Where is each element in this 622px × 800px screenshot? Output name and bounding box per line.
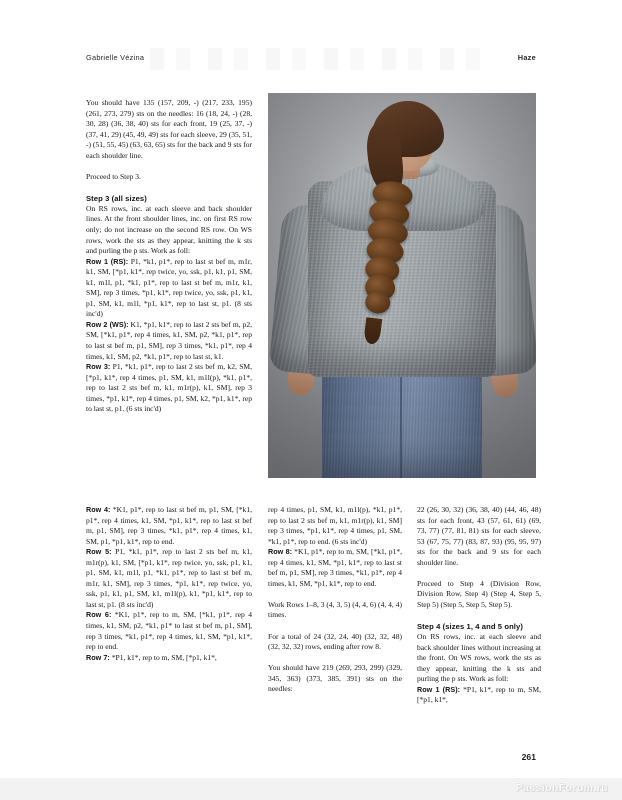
paragraph-spacer <box>268 589 402 600</box>
page-number: 261 <box>521 752 536 762</box>
row-label: Row 3: <box>86 362 111 372</box>
paragraph-spacer <box>268 653 402 664</box>
row-label: Row 8: <box>268 547 293 557</box>
heading-step-3: Step 3 (all sizes) <box>86 193 147 203</box>
paragraph-proceed-step4: Proceed to Step 4 (Division Row, Division Row, Step 4) (Step 4, Step 5, Step 5) (Step 5, Step 5, Step 5). <box>417 578 541 609</box>
paragraph-total-rows: For a total of 24 (32, 24, 40) (32, 32, 48) (32, 32, 32) rows, ending after row 8. <box>268 631 402 652</box>
row-text: K1, *p1, k1*, rep to last 2 sts bef m, p2, SM, [*k1, p1*, rep 4 times, k1, SM, p2, *k1, p1*, rep to last st bef m, p1, SM], rep 3 times, *k1, p1*, rep 4 times, k1, SM, p2, *k1, p1*, rep to last st, k1. <box>86 319 252 361</box>
site-watermark: PassionForum.ru <box>515 782 608 794</box>
row-text: *K1, p1*, rep to m, SM, [*k1, p1*, rep 4 times, k1, SM, *p1, k1*, rep to last st bef m, p1, SM], rep 3 times, *k1, p1*, rep 4 times, k1, SM, *p1, k1*, rep to end. <box>268 547 402 588</box>
row-label: Row 4: <box>86 505 111 514</box>
paragraph-proceed-step3: Proceed to Step 3. <box>86 171 141 181</box>
running-head-author: Gabrielle Vézina <box>86 53 145 62</box>
pattern-photo <box>268 93 536 478</box>
paragraph-spacer <box>268 621 402 632</box>
photo-vignette <box>268 93 536 478</box>
instruction-row-4 <box>86 505 252 547</box>
paragraph-step4-intro: On RS rows, inc. at each sleeve and back shoulder lines without increasing at the front. On WS rows, work the sts as they appear, knitting the k sts and purling the p sts. Work as foll: <box>417 632 541 684</box>
row-text: *K1, p1*, rep to m, SM, [*k1, p1*, rep 4 times, k1, SM, p2, *k1, p1* to last st bef m, p1, SM], rep 3 times, *k1, p1*, rep 4 times, k1, SM, *p1, k1*, rep to end. <box>86 610 252 652</box>
instruction-row-8 <box>268 547 402 589</box>
instruction-row-1 <box>86 257 252 320</box>
instruction-row-6 <box>86 610 252 652</box>
paragraph-stitch-count-breakdown: 22 (26, 30, 32) (36, 38, 40) (44, 46, 48) sts for each front, 43 (57, 61, 61) (69, 73, 77) (77, 81, 81) sts for each sleeve, 53 (67, 75, 77) (83, 87, 93) (95, 95, 97) sts for the back and 9 sts for each shoulder line. <box>417 505 541 567</box>
row-label: Row 1 (RS): <box>417 684 461 694</box>
paragraph-stitch-count-step3: You should have 219 (269, 293, 299) (329, 345, 363) (373, 385, 391) sts on the needles: <box>268 663 402 694</box>
photo-canvas <box>268 93 536 478</box>
instruction-step4-row-1 <box>417 685 541 706</box>
row-text: *P1, k1*, rep to m, SM, [*p1, k1*, <box>417 684 541 705</box>
text-column-right <box>417 505 541 706</box>
row-text: P1, *k1, p1*, rep to last 2 sts bef m, k2, SM, [*p1, k1*, rep 4 times, p1, SM, k1, m1l(p), *k1, p1*, rep to last 2 sts bef m, k1, m1r(p), k1, SM], rep 3 times, *p1, k1*, rep 4 times, p1, SM, k2, *p1, k1*, rep to last st, p1. (6 sts inc'd) <box>86 362 252 414</box>
row-label: Row 5: <box>86 547 112 557</box>
row-text: P1, *k1, p1*, rep to last st bef m, m1r, k1, SM, [*p1, k1*, rep twice, yo, ssk, p1, k1, p1, SM, k1, m1l, p1, *k1, p1*, rep to last st bef m, m1r, k1, SM], rep 3 times, *p1, k1*, rep twice, yo, ssk, p1, k1, p1, SM, k1, m1l, *p1, k1*, rep to last st, p1. (8 sts inc'd) <box>86 256 252 319</box>
row-label: Row 2 (WS): <box>86 319 129 329</box>
text-column-left-upper <box>86 98 252 415</box>
paragraph-spacer <box>417 610 541 621</box>
text-column-left-lower <box>86 505 252 663</box>
paragraph-spacer <box>86 161 252 172</box>
row-text: *K1, p1*, rep to last st bef m, p1, SM, [*k1, p1*, rep 4 times, k1, SM, *p1, k1*, rep to last st bef m, p1, SM], rep 3 times, *k1, p1*, rep 4 times, k1, SM, p1, *p1, k1*, rep to end. <box>86 505 252 546</box>
instruction-row-7-continued: rep 4 times, p1, SM, k1, m1l(p), *k1, p1*, rep to last 2 sts bef m, k1, m1r(p), k1, SM] rep 3 times, *p1, k1*, rep 4 times, p1, SM, *k1, p1*, rep to end. (6 sts inc'd) <box>268 505 402 546</box>
text-column-middle <box>268 505 402 695</box>
row-label: Row 7: <box>86 652 110 662</box>
paragraph-spacer <box>417 568 541 579</box>
paragraph-step3-intro: On RS rows, inc. at each sleeve and back shoulder lines. At the front shoulder lines, inc. on first RS row only; do not increase on the second RS row. On WS rows, work the sts as they appear, knitting the k sts and purling the p sts. Work as foll: <box>86 203 252 256</box>
running-head-title: Haze <box>517 53 536 62</box>
paragraph-spacer <box>86 182 252 193</box>
paragraph-work-rows-repeat: Work Rows 1–8, 3 (4, 3, 5) (4, 4, 6) (4, 4, 4) times. <box>268 599 402 620</box>
running-head <box>86 53 536 62</box>
heading-step-4: Step 4 (sizes 1, 4 and 5 only) <box>417 622 523 632</box>
instruction-row-2 <box>86 320 252 362</box>
row-text: P1, *k1, p1*, rep to last 2 sts bef m, k1, m1r(p), k1, SM, [*p1, k1*, rep twice, yo, ssk, p1, k1, p1, SM, k1, m1l, p1, *k1, p1*, rep to last st bef m, m1r, k1, SM], rep 3 times, *p1, k1*, rep twice, yo, ssk, p1, k1, p1, SM, k1, m1l(p), k1, *p1, k1*, rep to last st, p1. (8 sts inc'd) <box>86 547 252 609</box>
instruction-row-5 <box>86 547 252 610</box>
instruction-row-3 <box>86 362 252 415</box>
paragraph-stitch-count-step2: You should have 135 (157, 209, -) (217, 233, 195) (261, 273, 279) sts on the needles: 16 (18, 24, -) (28, 30, 28) (36, 38, 40) sts for each front, 19 (25, 37, -) (37, 41, 29) (45, 49, 49) sts for each sleeve, 29 (35, 51, -) (51, 55, 45) (63, 63, 65) sts for the back and 9 sts for each shoulder line. <box>86 98 252 160</box>
instruction-row-7 <box>86 653 252 664</box>
row-text: *P1, k1*, rep to m, SM, [*p1, k1*, <box>109 652 217 662</box>
row-label: Row 6: <box>86 610 112 620</box>
row-label: Row 1 (RS): <box>86 256 129 266</box>
